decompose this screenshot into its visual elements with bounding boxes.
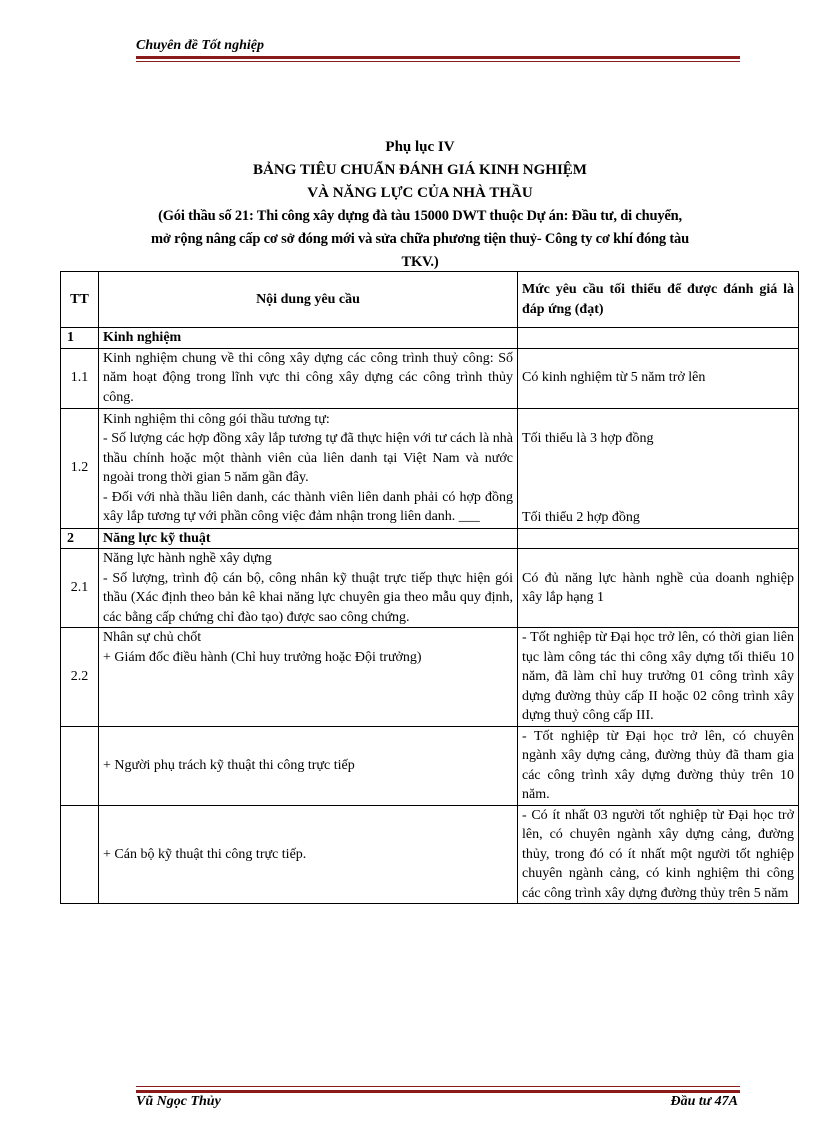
header-requirement: Mức yêu cầu tối thiểu để được đánh giá là đáp ứng (đạt) (518, 272, 799, 328)
header-rule-thin (136, 61, 740, 62)
package-desc-line3: TKV.) (401, 254, 439, 270)
section-number: 2 (61, 528, 99, 549)
table-title-line1: BẢNG TIÊU CHUẨN ĐÁNH GIÁ KINH NGHIỆM (253, 162, 587, 178)
header-tt: TT (61, 272, 99, 328)
row-number: 2.2 (61, 628, 99, 727)
row-requirement: - Tốt nghiệp từ Đại học trở lên, có chuyên ngành xây dựng cảng, đường thủy đã tham gia các công trình xây dựng đường thủy trên 10 năm. (518, 726, 799, 805)
row-content (99, 549, 518, 628)
content-paragraph: Kinh nghiệm thi công gói thầu tương tự: (103, 411, 330, 427)
row-content: Kinh nghiệm chung về thi công xây dựng các công trình thuỷ công: Số năm hoạt động trong lĩnh vực thi công xây dựng các công trình thủy công. (99, 348, 518, 408)
section-title: Kinh nghiệm (99, 328, 518, 349)
table-row (61, 726, 799, 805)
row-number: 2.1 (61, 549, 99, 628)
table-row (61, 348, 799, 408)
package-desc-line1: (Gói thầu số 21: Thi công xây dựng đà tàu 15000 DWT thuộc Dự án: Đầu tư, di chuyển, (158, 208, 682, 224)
section-row-experience (61, 328, 799, 349)
content-paragraph: - Số lượng, trình độ cán bộ, công nhân kỹ thuật trực tiếp thực hiện gói thầu (Xác định theo bản kê khai năng lực chuyên gia theo mẫu quy định, các bằng cấp chứng chỉ đào tạo) được sao công chứng. (103, 570, 513, 625)
requirement-line: Tối thiểu là 3 hợp đồng (522, 430, 654, 446)
header-content: Nội dung yêu cầu (99, 272, 518, 328)
section-number: 1 (61, 328, 99, 349)
table-row (61, 805, 799, 904)
empty-cell (518, 328, 799, 349)
row-requirement: Có đủ năng lực hành nghề của doanh nghiệp xây lắp hạng 1 (518, 549, 799, 628)
section-title: Năng lực kỹ thuật (99, 528, 518, 549)
row-requirement: - Tốt nghiệp từ Đại học trở lên, có thời gian liên tục làm công tác thi công xây dựng tối thiểu 10 năm, đã làm chỉ huy trưởng 01 công trình xây dựng đường thủy cấp II hoặc 02 công trình xây dựng thuỷ công cấp III. (518, 628, 799, 727)
section-row-technical (61, 528, 799, 549)
row-requirement (518, 408, 799, 528)
content-paragraph: Nhân sự chủ chốt (103, 630, 202, 645)
content-paragraph: Năng lực hành nghề xây dựng (103, 551, 272, 566)
table-row (61, 549, 799, 628)
footer-rule-thick (136, 1090, 740, 1093)
row-number: 1.1 (61, 348, 99, 408)
document-title-block (110, 136, 730, 274)
footer-rule-thin (136, 1086, 740, 1087)
class-label: Đầu tư 47A (670, 1094, 738, 1109)
row-requirement: - Có ít nhất 03 người tốt nghiệp từ Đại học trở lên, có chuyên ngành xây dựng cảng, đường thủy, trong đó có ít nhất một người tốt nghiệp chuyên ngành cảng, có kinh nghiệm thi công các công trình xây dựng đường thủy trên 5 năm (518, 805, 799, 904)
table-row (61, 408, 799, 528)
row-number: 1.2 (61, 408, 99, 528)
author-name: Vũ Ngọc Thủy (136, 1094, 221, 1109)
package-desc-line2: mở rộng nâng cấp cơ sở đóng mới và sửa chữa phương tiện thuỷ- Công ty cơ khí đóng tàu (151, 231, 689, 247)
running-header: Chuyên đề Tốt nghiệp (136, 38, 264, 53)
row-content (99, 628, 518, 727)
header-rule-thick (136, 56, 740, 59)
row-requirement: Có kinh nghiệm từ 5 năm trở lên (518, 348, 799, 408)
empty-cell (61, 805, 99, 904)
table-title-line2: VÀ NĂNG LỰC CỦA NHÀ THẦU (307, 185, 533, 201)
table-header-row (61, 272, 799, 328)
row-content (99, 408, 518, 528)
evaluation-criteria-table (60, 271, 799, 904)
row-content: + Cán bộ kỹ thuật thi công trực tiếp. (99, 805, 518, 904)
table-row (61, 628, 799, 727)
empty-cell (61, 726, 99, 805)
row-content: + Người phụ trách kỹ thuật thi công trực tiếp (99, 726, 518, 805)
content-paragraph: - Số lượng các hợp đồng xây lắp tương tự đã thực hiện với tư cách là nhà thầu chính hoặc một thành viên của liên danh tại Việt Nam và nước ngoài trong thời gian 5 năm gần đây. (103, 431, 513, 485)
appendix-label: Phụ lục IV (385, 139, 455, 155)
content-paragraph: - Đối với nhà thầu liên danh, các thành viên liên danh phải có hợp đồng xây lắp tương tự với phần công việc đảm nhận trong liên danh. ___ (103, 489, 513, 524)
empty-cell (518, 528, 799, 549)
requirement-line: Tối thiểu 2 hợp đồng (522, 510, 640, 525)
content-paragraph: + Giám đốc điều hành (Chỉ huy trưởng hoặc Đội trưởng) (103, 649, 422, 665)
